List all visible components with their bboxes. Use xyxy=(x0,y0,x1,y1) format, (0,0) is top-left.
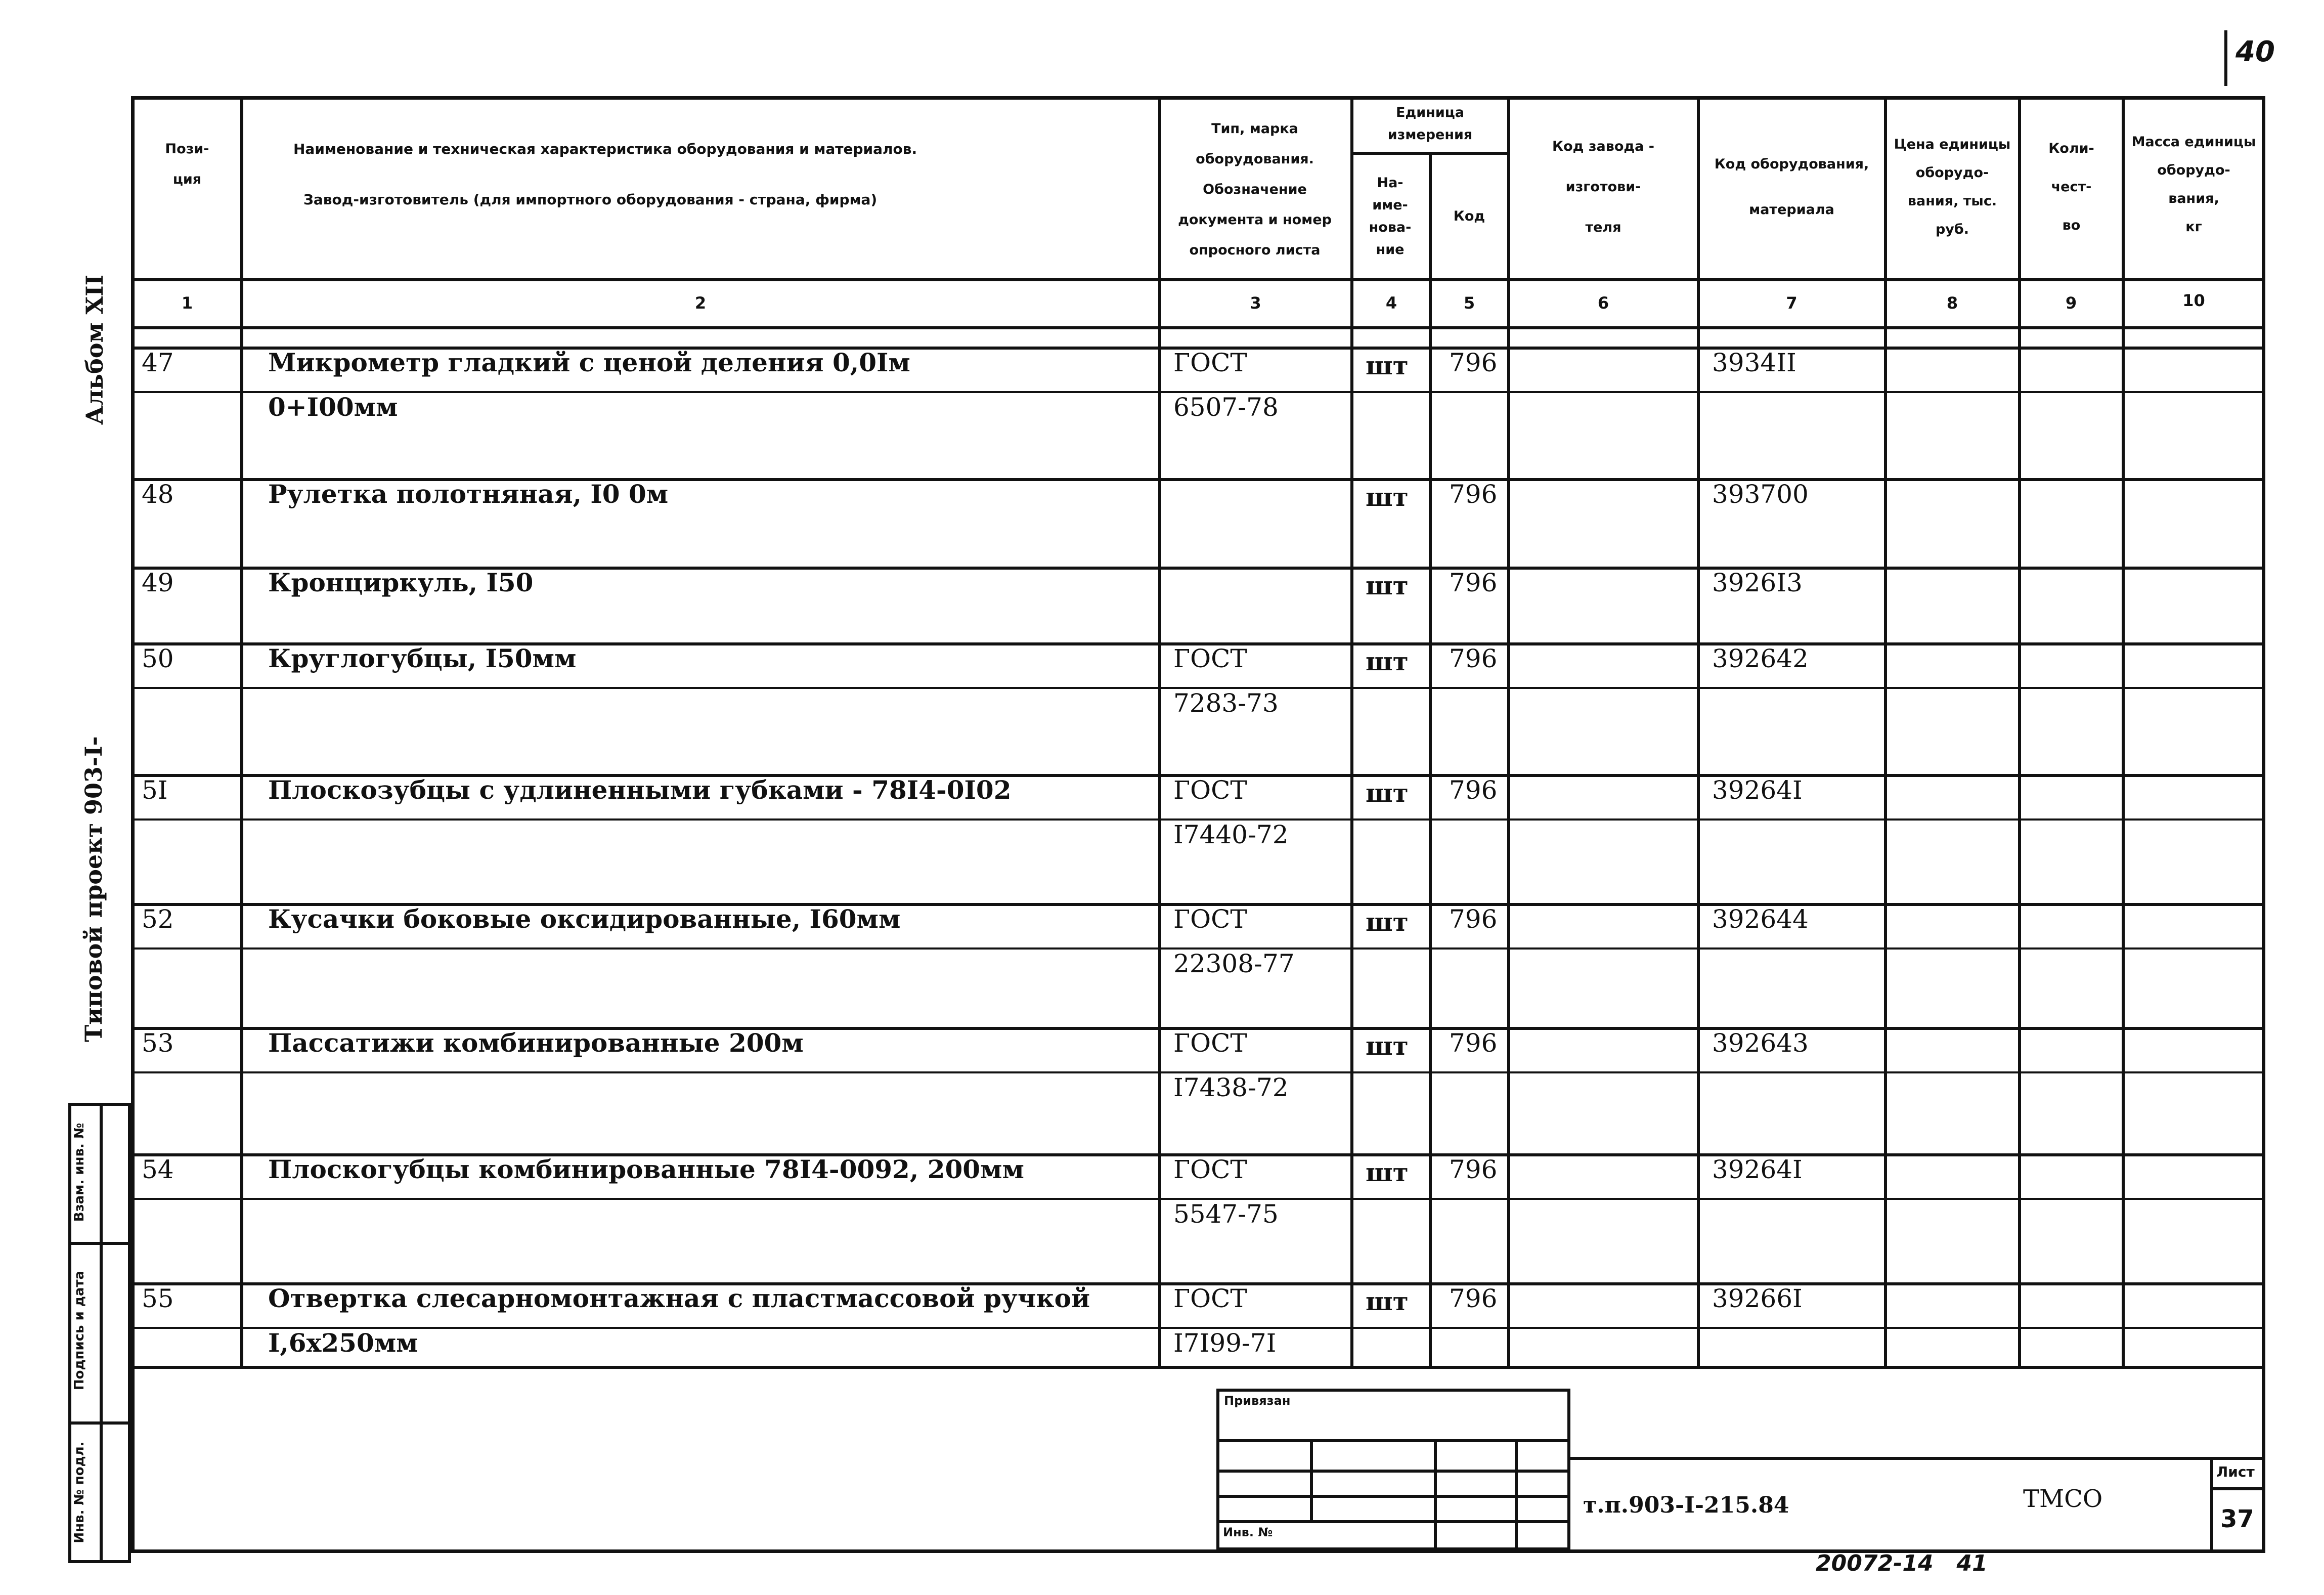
row-position: 48 xyxy=(142,480,174,509)
sheet-number: 37 xyxy=(2220,1505,2254,1533)
hdr-name-line1: Наименование и техническая характеристика оборудования и материалов. xyxy=(293,141,917,157)
col-line xyxy=(2122,96,2125,1366)
row-unit-code: 796 xyxy=(1449,775,1498,805)
row-position: 5I xyxy=(142,775,168,805)
row-name: Плоскогубцы комбинированные 78I4-0092, 200мм xyxy=(268,1154,1024,1184)
row-document: ГОСТ xyxy=(1173,904,1247,934)
hdr-plant-code: Код завода - изготови- теля xyxy=(1552,139,1654,235)
vzam-label: Взам. инв. № xyxy=(72,1123,87,1222)
hdr-unit-name: На- име- нова- ние xyxy=(1369,175,1412,257)
col-line xyxy=(240,96,243,1366)
hdr-equip-code: Код оборудования, материала xyxy=(1714,156,1869,218)
privyazan-vline xyxy=(1434,1439,1437,1548)
row-document: I7I99-7I xyxy=(1173,1328,1277,1358)
row-position: 47 xyxy=(142,348,174,377)
col-line xyxy=(1507,96,1510,1366)
col-line xyxy=(1429,152,1432,1366)
row-equipment-code: 3934II xyxy=(1712,348,1796,377)
row-unit: шт xyxy=(1366,778,1409,808)
row-equipment-code: 39264I xyxy=(1712,775,1803,805)
row-position: 55 xyxy=(142,1284,174,1313)
unit-group-line xyxy=(1350,152,1507,155)
sheet-label: Лист xyxy=(2216,1463,2255,1480)
col-line xyxy=(2018,96,2021,1366)
col-line xyxy=(1350,96,1353,1366)
row-unit: шт xyxy=(1366,1157,1409,1187)
row-unit-code: 796 xyxy=(1449,904,1498,934)
title-block-top xyxy=(1570,1457,2265,1460)
row-unit: шт xyxy=(1366,482,1409,512)
col-line xyxy=(1697,96,1700,1366)
table-body-bottom xyxy=(131,1366,2265,1369)
row-unit-code: 796 xyxy=(1449,644,1498,673)
colnum-2: 2 xyxy=(694,293,707,313)
row-position: 52 xyxy=(142,904,174,934)
colnum-8: 8 xyxy=(1946,293,1958,313)
row-document: ГОСТ xyxy=(1173,1028,1247,1058)
row-equipment-code: 392643 xyxy=(1712,1028,1809,1058)
row-name: I,6x250мм xyxy=(268,1328,418,1358)
sheet-box-divider xyxy=(2210,1457,2213,1553)
row-equipment-code: 393700 xyxy=(1712,480,1809,509)
row-document: ГОСТ xyxy=(1173,1284,1247,1313)
col-line xyxy=(1884,96,1887,1366)
privyazan-label: Привязан xyxy=(1224,1394,1291,1408)
row-document: ГОСТ xyxy=(1173,348,1247,377)
row-name: Круглогубцы, I50мм xyxy=(268,643,577,673)
margin-stamp-divider xyxy=(100,1103,103,1563)
hdr-price: Цена единицы оборудо- вания, тыс. руб. xyxy=(1894,137,2011,237)
inv-no-label: Инв. № xyxy=(1223,1525,1273,1539)
hdr-position: Пози- ция xyxy=(165,141,209,187)
row-unit: шт xyxy=(1366,907,1409,937)
row-equipment-code: 3926I3 xyxy=(1712,568,1803,597)
colnum-9: 9 xyxy=(2065,293,2077,313)
row-unit-code: 796 xyxy=(1449,348,1498,377)
row-document: ГОСТ xyxy=(1173,775,1247,805)
row-name: 0+I00мм xyxy=(268,392,398,422)
footer-stamp: 20072-14 41 xyxy=(1816,1550,1988,1576)
hdr-type: Тип, марка оборудования. Обозначение документа и номер опросного листа xyxy=(1178,121,1332,258)
header-bottom-line xyxy=(131,278,2265,281)
row-unit: шт xyxy=(1366,351,1409,380)
row-name: Рулетка полотняная, I0 0м xyxy=(268,479,669,509)
podpis-label: Подпись и дата xyxy=(72,1270,87,1391)
row-equipment-code: 392642 xyxy=(1712,644,1809,673)
row-document: ГОСТ xyxy=(1173,644,1247,673)
doc-code: т.п.903-I-215.84 xyxy=(1583,1492,1789,1518)
colnum-7: 7 xyxy=(1786,293,1797,313)
row-document: 6507-78 xyxy=(1173,393,1279,422)
section-code: ТМСО xyxy=(2023,1485,2103,1513)
row-position: 54 xyxy=(142,1155,174,1184)
colnum-6: 6 xyxy=(1597,293,1609,313)
hdr-qty: Коли- чест- во xyxy=(2048,141,2094,233)
hdr-unit-code: Код xyxy=(1453,208,1485,224)
row-unit: шт xyxy=(1366,1031,1409,1061)
row-equipment-code: 39264I xyxy=(1712,1155,1803,1184)
col-line xyxy=(1158,96,1161,1366)
hdr-unit-group: Единица измерения xyxy=(1387,105,1473,143)
row-unit-code: 796 xyxy=(1449,568,1498,597)
row-unit-code: 796 xyxy=(1449,1155,1498,1184)
margin-stamp-line xyxy=(68,1421,131,1425)
row-name: Микрометр гладкий с ценой деления 0,0Iм xyxy=(268,348,910,377)
row-position: 49 xyxy=(142,568,174,597)
row-unit-code: 796 xyxy=(1449,1284,1498,1313)
row-document: 7283-73 xyxy=(1173,688,1279,718)
project-label: Типовой проект 903-I- xyxy=(80,736,107,1042)
hdr-name-line2: Завод-изготовитель (для импортного оборудования - страна, фирма) xyxy=(303,191,878,208)
row-document: I7438-72 xyxy=(1173,1073,1289,1102)
row-name: Отвертка слесарномонтажная с пластмассовой ручкой xyxy=(268,1283,1090,1313)
row-document: 5547-75 xyxy=(1173,1199,1279,1229)
hdr-mass: Масса единицы оборудо- вания, кг xyxy=(2131,134,2256,235)
album-label: Альбом XII xyxy=(81,274,108,425)
row-unit-code: 796 xyxy=(1449,480,1498,509)
row-document: ГОСТ xyxy=(1173,1155,1247,1184)
colnum-1: 1 xyxy=(181,293,193,313)
row-position: 50 xyxy=(142,644,174,673)
row-document: 22308-77 xyxy=(1173,949,1295,978)
privyazan-vline xyxy=(1310,1439,1313,1520)
colnum-bottom-line xyxy=(131,326,2265,329)
colnum-10: 10 xyxy=(2182,291,2205,310)
row-name: Кронциркуль, I50 xyxy=(268,568,534,597)
row-name: Пассатижи комбинированные 200м xyxy=(268,1028,804,1058)
page-number-mark xyxy=(2224,30,2227,86)
row-position: 53 xyxy=(142,1028,174,1058)
colnum-3: 3 xyxy=(1250,293,1261,313)
colnum-5: 5 xyxy=(1463,293,1475,313)
row-equipment-code: 39266I xyxy=(1712,1284,1803,1313)
inv-podl-label: Инв. № подл. xyxy=(72,1441,87,1543)
row-unit: шт xyxy=(1366,1286,1409,1316)
sheet-box-line xyxy=(2210,1487,2265,1490)
row-unit: шт xyxy=(1366,571,1409,600)
colnum-4: 4 xyxy=(1385,293,1397,313)
row-name: Плоскозубцы с удлиненными губками - 78I4-0I02 xyxy=(268,775,1012,805)
row-name: Кусачки боковые оксидированные, I60мм xyxy=(268,904,901,934)
row-document: I7440-72 xyxy=(1173,820,1289,849)
row-unit: шт xyxy=(1366,646,1409,676)
margin-stamp-line xyxy=(68,1242,131,1245)
page-number: 40 xyxy=(2235,35,2275,68)
row-equipment-code: 392644 xyxy=(1712,904,1809,934)
row-unit-code: 796 xyxy=(1449,1028,1498,1058)
privyazan-vline xyxy=(1515,1439,1518,1548)
